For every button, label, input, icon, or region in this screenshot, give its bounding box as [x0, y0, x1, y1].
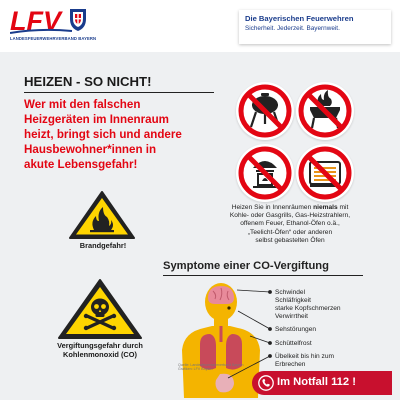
warning-line: heizt, bringt sich und andere	[24, 128, 182, 141]
toxic-label-line: Kohlenmonoxid (CO)	[63, 349, 137, 359]
info-emphasis: niemals	[313, 204, 338, 211]
logo-subtitle: LANDESFEUERWEHRVERBAND BAYERN	[10, 36, 97, 41]
symptom-line: Erbrechen	[275, 361, 306, 368]
symptom-item	[275, 340, 312, 348]
symptom-line: Übelkeit bis hin zum	[275, 353, 335, 360]
symptom-item	[275, 326, 316, 334]
source-fine-print: Quelle: Landesfeuerwehrverband Bayern Grafiken: LFV Bayern	[178, 363, 244, 372]
emergency-banner	[252, 371, 392, 395]
emergency-suffix: !	[352, 376, 356, 388]
emergency-text	[277, 376, 356, 388]
symptoms-title: Symptome einer CO-Vergiftung	[163, 260, 329, 272]
page-title: HEIZEN - SO NICHT!	[24, 74, 152, 89]
symptom-line: Sehstörungen	[275, 326, 317, 333]
toxic-label-line: Vergiftungsgefahr durch	[57, 341, 143, 350]
emergency-number: 112	[331, 376, 350, 388]
warning-line: Hausbewohner*innen in	[24, 143, 157, 156]
tagline-subtitle: Sicherheit. Jederzeit. Bayernweit.	[245, 25, 340, 32]
info-line: Kohle- oder Gasgrills, Gas-Heizstrahlern,	[229, 212, 351, 220]
warning-line: Heizgeräten im Innenraum	[24, 113, 169, 126]
symptom-line: starke Kopfschmerzen	[275, 305, 341, 312]
symptom-item	[275, 353, 334, 369]
phone-icon	[258, 375, 274, 396]
warning-line: akute Lebensgefahr!	[24, 158, 138, 171]
logo-text: LFV	[10, 6, 61, 36]
symptom-line: Verwirrtheit	[275, 313, 308, 320]
info-line: selbst gebastelten Öfen	[255, 236, 325, 244]
fire-warning-label: Brandgefahr!	[79, 241, 127, 250]
warning-line: Wer mit den falschen	[24, 98, 141, 111]
symptom-line: Schüttelfrost	[275, 340, 312, 347]
info-line: offenem Feuer, Ethanol-Öfen o.ä.,	[240, 220, 340, 228]
symptom-line: Schwindel	[275, 289, 306, 296]
symptom-item	[275, 289, 341, 321]
info-line: „Teelicht-Öfen“ oder anderen	[247, 228, 333, 236]
tagline-title: Die Bayerischen Feuerwehren	[245, 14, 354, 23]
info-line: Heizen Sie in Innenräumen niemals mit	[231, 204, 349, 211]
symptom-line: Schläfrigkeit	[275, 297, 311, 304]
emergency-label: Im Notfall	[277, 376, 328, 388]
